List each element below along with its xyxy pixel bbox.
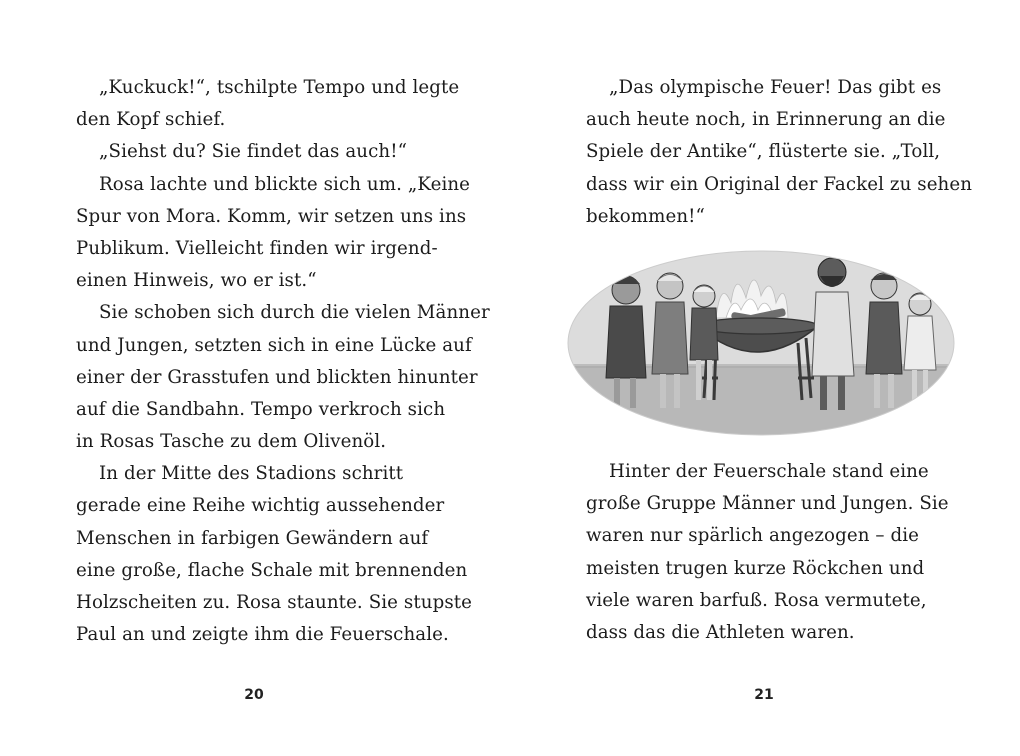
text-line: Spiele der Antike“, flüsterte sie. „Toll, xyxy=(586,141,941,163)
text-line: meisten trugen kurze Röckchen und xyxy=(586,557,925,579)
left-page-text xyxy=(76,72,490,651)
text-line: auch heute noch, in Erinnerung an die xyxy=(586,109,946,131)
text-line: Sie schoben sich durch die vielen Männer xyxy=(99,302,490,324)
right-page xyxy=(510,0,1020,756)
text-line: und Jungen, setzten sich in eine Lücke auf xyxy=(76,334,472,356)
text-line: einen Hinweis, wo er ist.“ xyxy=(76,270,317,292)
text-line: In der Mitte des Stadions schritt xyxy=(99,463,404,485)
text-line: „Das olympische Feuer! Das gibt es xyxy=(609,77,942,98)
right-page-text-bottom xyxy=(586,456,966,649)
text-line: Rosa lachte und blickte sich um. „Keine xyxy=(99,173,471,195)
text-line: große Gruppe Männer und Jungen. Sie xyxy=(586,493,949,515)
text-line: Paul an und zeigte ihm die Feuerschale. xyxy=(76,624,449,646)
text-line: Menschen in farbigen Gewändern auf xyxy=(76,527,429,549)
text-line: Hinter der Feuerschale stand eine xyxy=(609,461,929,482)
text-line: gerade eine Reihe wichtig aussehender xyxy=(76,495,445,517)
text-line: in Rosas Tasche zu dem Olivenöl. xyxy=(76,431,387,453)
text-line: einer der Grasstufen und blickten hinunter xyxy=(76,366,478,388)
text-line: den Kopf schief. xyxy=(76,109,226,131)
text-line: dass wir ein Original der Fackel zu sehen xyxy=(586,173,973,195)
text-line: Publikum. Vielleicht finden wir irgend- xyxy=(76,237,438,259)
right-page-text-top xyxy=(586,72,973,233)
text-line: bekommen!“ xyxy=(586,205,705,227)
illustration-svg xyxy=(566,248,956,438)
page-number-left: 20 xyxy=(244,687,264,703)
text-line: auf die Sandbahn. Tempo verkroch sich xyxy=(76,398,446,420)
text-line: Holzscheiten zu. Rosa staunte. Sie stupste xyxy=(76,592,473,613)
text-line: dass das die Athleten waren. xyxy=(586,621,855,643)
text-line: Spur von Mora. Komm, wir setzen uns ins xyxy=(76,205,467,227)
text-line: eine große, flache Schale mit brennenden xyxy=(76,559,468,581)
text-line: „Siehst du? Sie findet das auch!“ xyxy=(99,141,408,163)
text-line: viele waren barfuß. Rosa vermutete, xyxy=(586,589,927,611)
text-line: „Kuckuck!“, tschilpte Tempo und legte xyxy=(99,77,460,98)
text-line: waren nur spärlich angezogen – die xyxy=(586,525,919,547)
olympic-fire-illustration xyxy=(566,248,956,438)
page-number-right: 21 xyxy=(754,687,774,703)
